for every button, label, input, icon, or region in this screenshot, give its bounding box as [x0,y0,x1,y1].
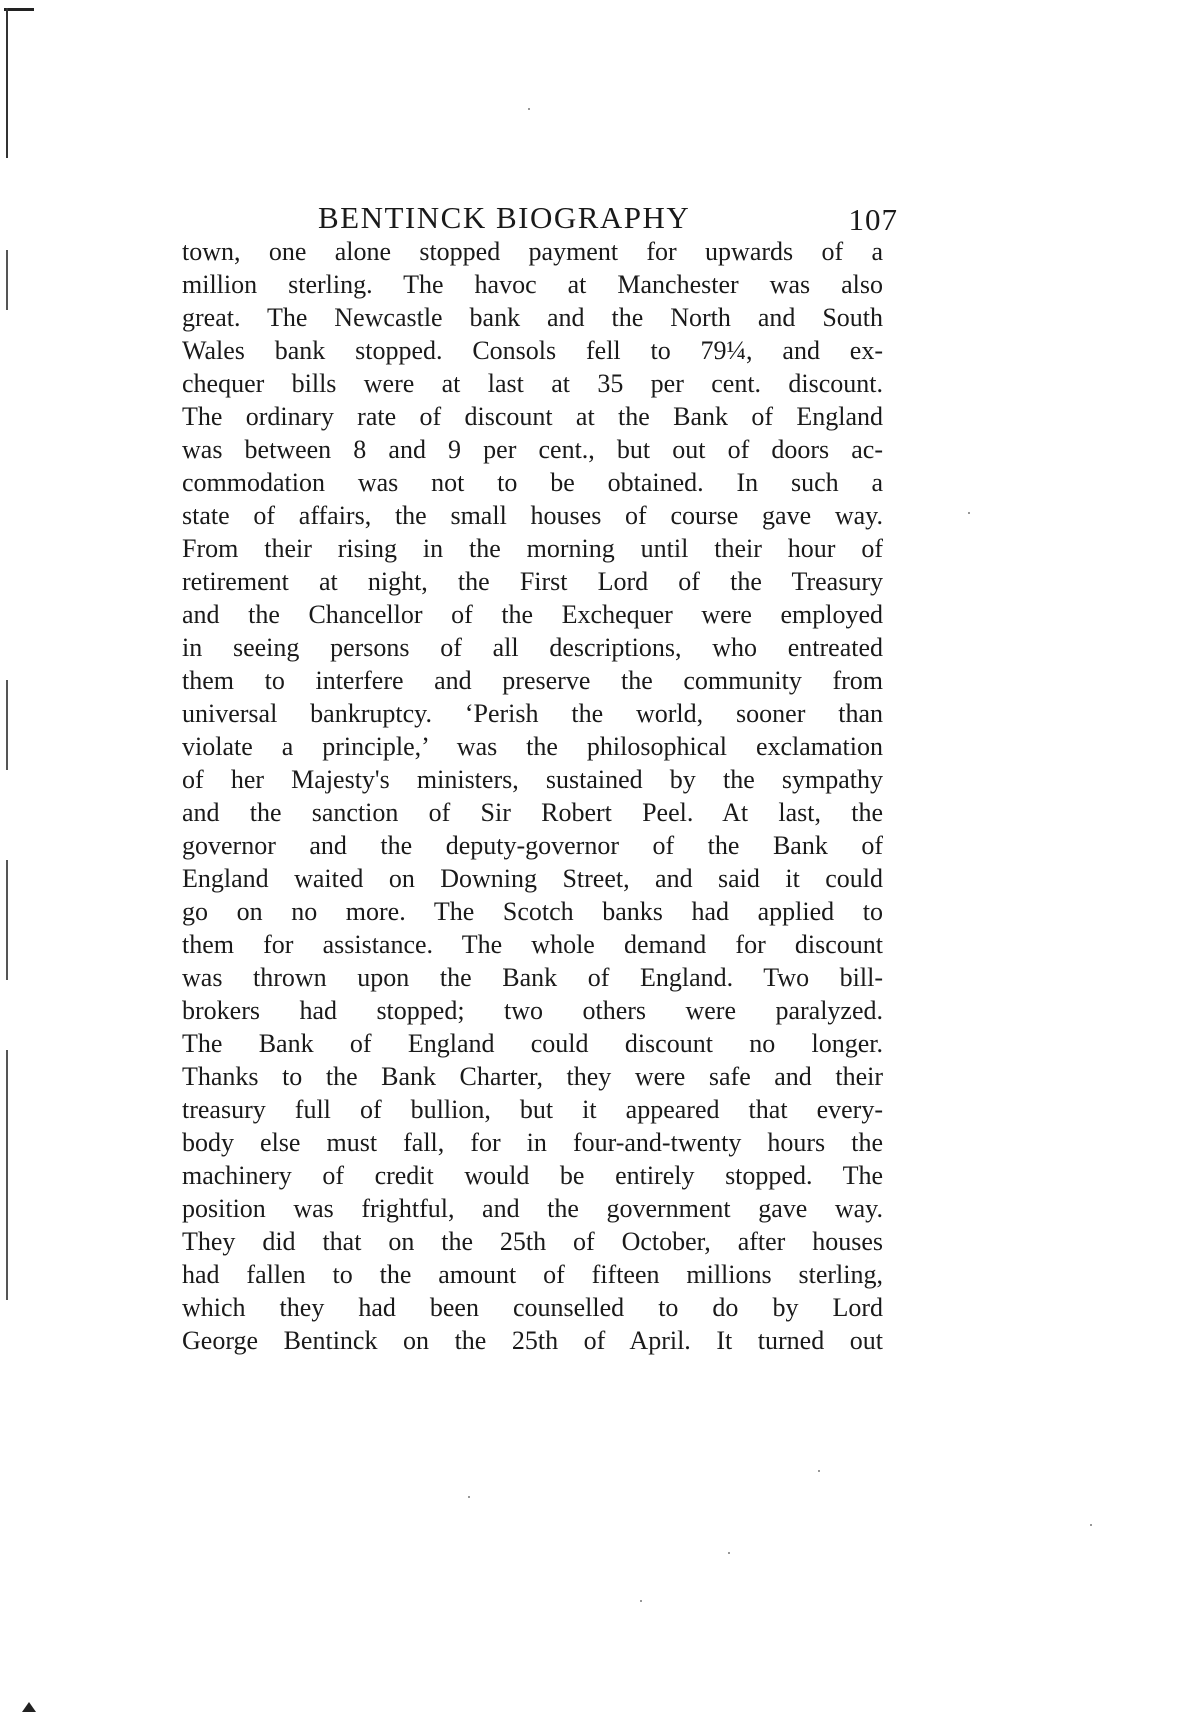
text-line: The Bank of England could discount no longer. [182,1029,883,1058]
text-line: Wales bank stopped. Consols fell to 79¼, and ex- [182,336,883,365]
text-line: in seeing persons of all descriptions, who entreated [182,633,883,662]
text-line: chequer bills were at last at 35 per cent. discount. [182,369,883,398]
scan-edge-mark [6,680,8,770]
running-title: BENTINCK BIOGRAPHY [318,200,691,235]
text-line: universal bankruptcy. ‘Perish the world, sooner than [182,699,883,728]
scan-speck [968,512,970,514]
scan-speck [468,1496,470,1498]
scan-speck [818,1470,820,1472]
text-line: million sterling. The havoc at Manchester was also [182,270,883,299]
text-line: body else must fall, for in four-and-twenty hours the [182,1128,883,1157]
scan-edge-mark [6,1050,8,1300]
text-line: position was frightful, and the government gave way. [182,1194,883,1223]
text-line: machinery of credit would be entirely stopped. The [182,1161,883,1190]
text-line: town, one alone stopped payment for upwards of a [182,237,883,266]
text-line: brokers had stopped; two others were paralyzed. [182,996,883,1025]
text-line: governor and the deputy-governor of the Bank of [182,831,883,860]
body-text [182,235,883,1357]
scan-speck [1090,1524,1092,1526]
scan-speck [528,108,530,110]
text-line: go on no more. The Scotch banks had applied to [182,897,883,926]
text-line: great. The Newcastle bank and the North and South [182,303,883,332]
text-line: violate a principle,’ was the philosophical exclamation [182,732,883,761]
text-line: retirement at night, the First Lord of the Treasury [182,567,883,596]
text-line: was between 8 and 9 per cent., but out of doors ac- [182,435,883,464]
text-line: George Bentinck on the 25th of April. It turned out [182,1326,883,1355]
text-line: Thanks to the Bank Charter, they were safe and their [182,1062,883,1091]
scan-speck [728,1552,730,1554]
scan-speck [640,1600,642,1602]
text-line: The ordinary rate of discount at the Bank of England [182,402,883,431]
text-line: of her Majesty's ministers, sustained by the sympathy [182,765,883,794]
text-line: them for assistance. The whole demand for discount [182,930,883,959]
scan-corner-mark [22,1702,36,1712]
text-line: them to interfere and preserve the community from [182,666,883,695]
text-line: treasury full of bullion, but it appeared that every- [182,1095,883,1124]
scan-edge-mark [6,860,8,980]
scan-edge-mark [6,250,8,310]
text-line: and the sanction of Sir Robert Peel. At last, the [182,798,883,827]
text-line: had fallen to the amount of fifteen millions sterling, [182,1260,883,1289]
text-line: England waited on Downing Street, and said it could [182,864,883,893]
text-line: state of affairs, the small houses of course gave way. [182,501,883,530]
text-line: and the Chancellor of the Exchequer were employed [182,600,883,629]
page-number: 107 [848,202,898,237]
text-line: They did that on the 25th of October, after houses [182,1227,883,1256]
scan-corner-mark [4,8,34,11]
text-line: From their rising in the morning until their hour of [182,534,883,563]
text-line: commodation was not to be obtained. In such a [182,468,883,497]
text-line: which they had been counselled to do by Lord [182,1293,883,1322]
text-line: was thrown upon the Bank of England. Two bill- [182,963,883,992]
page-header [318,198,898,238]
scan-edge-mark [6,8,8,158]
